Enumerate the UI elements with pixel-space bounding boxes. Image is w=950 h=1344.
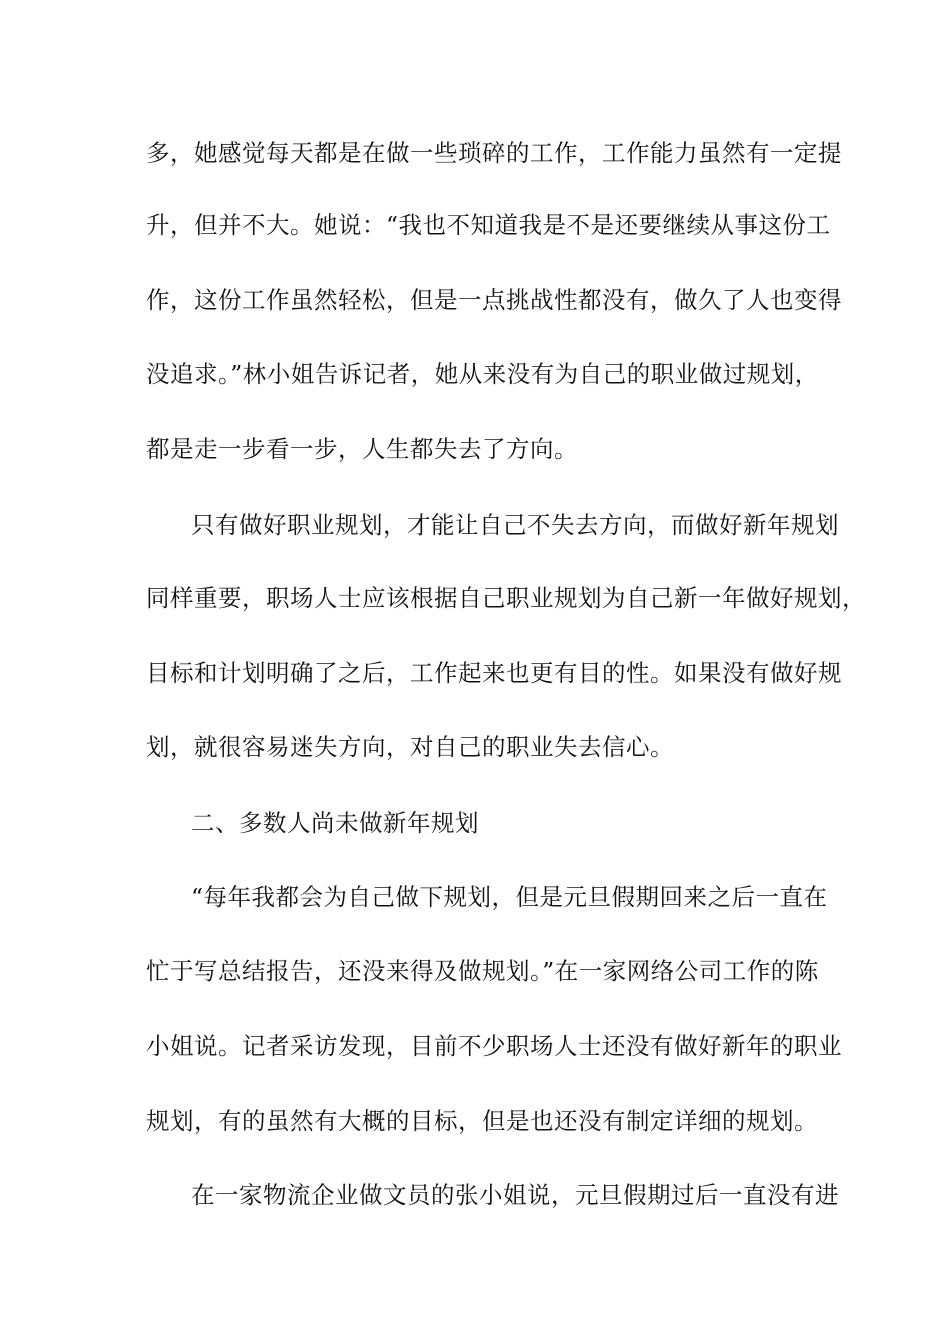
- paragraph-line: 规划，有的虽然有大概的目标，但是也还没有制定详细的规划。: [146, 1107, 818, 1135]
- paragraph-line: 同样重要，职场人士应该根据自己职业规划为自己新一年做好规划，: [146, 584, 866, 612]
- paragraph-line: 升，但并不大。她说：“我也不知道我是不是还要继续从事这份工: [146, 211, 831, 239]
- section-heading: 二、多数人尚未做新年规划: [191, 809, 479, 837]
- paragraph-line: 目标和计划明确了之后，工作起来也更有目的性。如果没有做好规: [146, 659, 842, 687]
- paragraph-line: “每年我都会为自己做下规划，但是元旦假期回来之后一直在: [191, 883, 828, 911]
- paragraph-line: 在一家物流企业做文员的张小姐说，元旦假期过后一直没有进: [191, 1181, 839, 1209]
- paragraph-line: 忙于写总结报告，还没来得及做规划。”在一家网络公司工作的陈: [146, 957, 819, 985]
- paragraph-line: 划，就很容易迷失方向，对自己的职业失去信心。: [146, 733, 674, 761]
- paragraph-line: 没追求。”林小姐告诉记者，她从来没有为自己的职业做过规划，: [146, 360, 819, 388]
- paragraph-line: 作，这份工作虽然轻松，但是一点挑战性都没有，做久了人也变得: [146, 286, 842, 314]
- paragraph-line: 多，她感觉每天都是在做一些琐碎的工作，工作能力虽然有一定提: [146, 139, 842, 167]
- paragraph-line: 只有做好职业规划，才能让自己不失去方向，而做好新年规划: [191, 511, 839, 539]
- paragraph-line: 都是走一步看一步，人生都失去了方向。: [146, 435, 578, 463]
- paragraph-line: 小姐说。记者采访发现，目前不少职场人士还没有做好新年的职业: [146, 1032, 842, 1060]
